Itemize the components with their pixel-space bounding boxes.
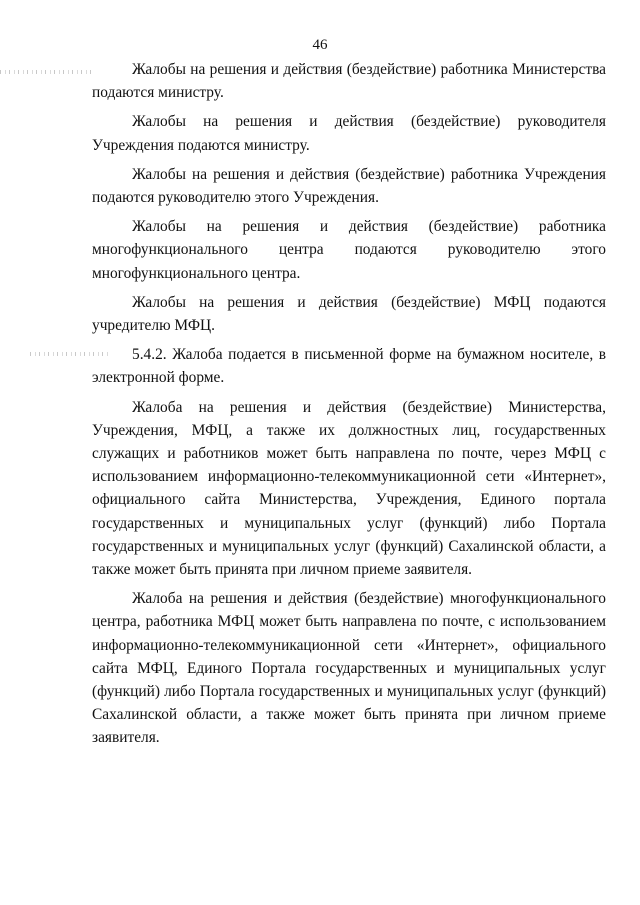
page-number: 46 — [312, 37, 328, 53]
paragraph: 5.4.2. Жалоба подается в письменной форме на бумажном носителе, в электронной форме. — [92, 346, 606, 387]
scan-artifact — [0, 70, 92, 74]
paragraph: Жалоба на решения и действия (бездействие) многофункционального центра, работника МФЦ может быть направлена по почте, с использованием информационно-телекоммуникационной сети «Интернет», официального сайта МФЦ, Единого Портала государственных и муниципальных услуг (функций) либо Портала государственных и муниципальных услуг (функций) Сахалинской области, а также может быть принята при личном приеме заявителя. — [92, 590, 606, 747]
paragraph: Жалоба на решения и действия (бездействие) Министерства, Учреждения, МФЦ, а также их должностных лиц, государственных служащих и работников может быть направлена по почте, через МФЦ с использованием информационно-телекоммуникационной сети «Интернет», официального сайта Министерства, Учреждения, Единого портала государственных и муниципальных услуг (функций) либо Портала государственных и муниципальных услуг (функций) Сахалинской области, а также может быть принята при личном приеме заявителя. — [92, 398, 606, 579]
document-body — [92, 58, 606, 750]
paragraph: Жалобы на решения и действия (бездействие) руководителя Учреждения подаются министру. — [92, 113, 606, 154]
paragraph: Жалобы на решения и действия (бездействие) работника Министерства подаются министру. — [92, 61, 606, 102]
paragraph: Жалобы на решения и действия (бездействие) МФЦ подаются учредителю МФЦ. — [92, 293, 606, 335]
paragraph: Жалобы на решения и действия (бездействие) работника многофункционального центра подаются руководителю этого многофункционального центра. — [92, 218, 606, 282]
paragraph: Жалобы на решения и действия (бездействие) работника Учреждения подаются руководителю этого Учреждения. — [92, 165, 606, 207]
